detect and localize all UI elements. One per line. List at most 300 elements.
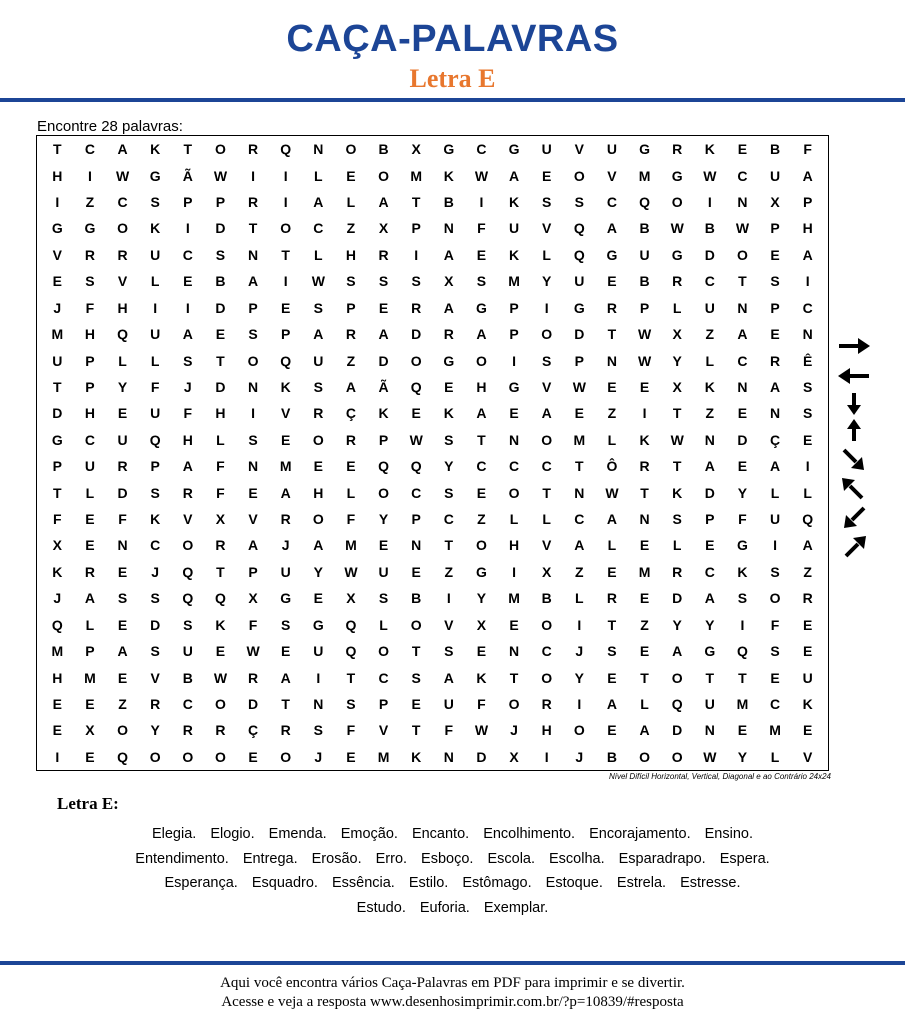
grid-cell[interactable]: V — [542, 220, 552, 237]
grid-cell[interactable]: T — [216, 563, 225, 580]
grid-cell[interactable]: W — [213, 669, 228, 686]
grid-cell[interactable]: Ã — [182, 167, 193, 184]
grid-cell[interactable]: Y — [672, 352, 682, 369]
grid-cell[interactable]: E — [574, 405, 584, 422]
grid-cell[interactable]: E — [737, 722, 748, 739]
grid-cell[interactable]: Z — [477, 511, 486, 528]
grid-cell[interactable]: Q — [280, 141, 292, 158]
grid-cell[interactable]: Q — [51, 616, 63, 633]
grid-cell[interactable]: S — [346, 273, 356, 290]
grid-cell[interactable]: M — [84, 669, 96, 686]
grid-cell[interactable]: I — [642, 405, 647, 422]
grid-cell[interactable]: X — [542, 563, 552, 580]
grid-cell[interactable]: B — [704, 220, 715, 237]
grid-cell[interactable]: T — [411, 194, 421, 211]
grid-cell[interactable]: A — [313, 326, 324, 343]
grid-cell[interactable]: T — [346, 669, 356, 686]
grid-cell[interactable]: E — [476, 643, 487, 660]
grid-cell[interactable]: C — [411, 484, 422, 501]
grid-cell[interactable]: P — [509, 326, 519, 343]
grid-cell[interactable]: V — [607, 167, 617, 184]
grid-cell[interactable]: K — [52, 563, 63, 580]
grid-cell[interactable]: N — [443, 220, 454, 237]
grid-cell[interactable]: L — [85, 616, 95, 633]
grid-cell[interactable]: K — [704, 141, 715, 158]
grid-cell[interactable]: L — [118, 352, 127, 369]
grid-cell[interactable]: S — [85, 273, 95, 290]
grid-cell[interactable]: Q — [639, 194, 650, 211]
grid-cell[interactable]: E — [639, 378, 650, 395]
grid-cell[interactable]: O — [280, 220, 292, 237]
grid-cell[interactable]: N — [509, 431, 520, 448]
grid-cell[interactable]: I — [316, 669, 321, 686]
grid-cell[interactable]: Z — [640, 616, 649, 633]
grid-cell[interactable]: E — [215, 326, 226, 343]
grid-cell[interactable]: V — [378, 722, 389, 739]
grid-cell[interactable]: S — [313, 299, 323, 316]
grid-cell[interactable]: V — [542, 537, 552, 554]
grid-cell[interactable]: Ã — [378, 378, 389, 395]
grid-cell[interactable]: E — [509, 616, 519, 633]
grid-cell[interactable]: P — [411, 220, 421, 237]
grid-cell[interactable]: S — [803, 378, 813, 395]
grid-cell[interactable]: A — [639, 722, 650, 739]
grid-cell[interactable]: I — [251, 405, 255, 422]
grid-cell[interactable]: S — [183, 616, 193, 633]
grid-cell[interactable]: N — [248, 378, 259, 395]
grid-cell[interactable]: I — [577, 616, 582, 633]
grid-cell[interactable]: H — [509, 537, 520, 554]
grid-cell[interactable]: Y — [574, 669, 584, 686]
grid-cell[interactable]: I — [512, 563, 516, 580]
grid-cell[interactable]: R — [639, 458, 650, 475]
grid-cell[interactable]: E — [117, 405, 128, 422]
grid-cell[interactable]: K — [802, 695, 813, 712]
grid-cell[interactable]: C — [150, 537, 161, 554]
grid-cell[interactable]: W — [344, 563, 358, 580]
grid-cell[interactable]: C — [378, 669, 389, 686]
grid-cell[interactable]: C — [704, 273, 715, 290]
grid-cell[interactable]: N — [313, 695, 324, 712]
grid-cell[interactable]: D — [215, 299, 226, 316]
grid-cell[interactable]: E — [117, 669, 128, 686]
grid-cell[interactable]: W — [605, 484, 619, 501]
grid-cell[interactable]: T — [477, 431, 486, 448]
grid-cell[interactable]: I — [773, 537, 777, 554]
grid-cell[interactable]: D — [215, 378, 226, 395]
grid-cell[interactable]: D — [117, 484, 128, 501]
grid-cell[interactable]: T — [411, 643, 421, 660]
grid-cell[interactable]: A — [345, 378, 356, 395]
grid-cell[interactable]: R — [215, 537, 226, 554]
grid-cell[interactable]: S — [411, 669, 421, 686]
grid-cell[interactable]: Q — [214, 590, 226, 607]
grid-cell[interactable]: X — [346, 590, 356, 607]
grid-cell[interactable]: O — [247, 352, 259, 369]
grid-cell[interactable]: Z — [803, 563, 812, 580]
grid-cell[interactable]: S — [574, 194, 584, 211]
grid-cell[interactable]: E — [85, 748, 95, 765]
grid-cell[interactable]: B — [411, 590, 422, 607]
grid-cell[interactable]: N — [117, 537, 128, 554]
grid-cell[interactable]: M — [377, 748, 390, 765]
grid-cell[interactable]: Ç — [770, 431, 781, 448]
grid-cell[interactable]: E — [346, 167, 356, 184]
grid-cell[interactable]: R — [117, 458, 128, 475]
grid-cell[interactable]: J — [53, 299, 62, 316]
grid-cell[interactable]: A — [509, 167, 520, 184]
grid-cell[interactable]: L — [770, 748, 780, 765]
grid-cell[interactable]: G — [736, 537, 748, 554]
grid-cell[interactable]: F — [85, 299, 95, 316]
grid-cell[interactable]: I — [283, 167, 288, 184]
grid-cell[interactable]: T — [53, 484, 62, 501]
grid-cell[interactable]: Z — [346, 352, 356, 369]
grid-cell[interactable]: Ç — [248, 722, 259, 739]
grid-cell[interactable]: O — [345, 141, 357, 158]
grid-cell[interactable]: Z — [575, 563, 584, 580]
grid-cell[interactable]: E — [281, 643, 291, 660]
grid-cell[interactable]: P — [85, 378, 95, 395]
grid-cell[interactable]: H — [345, 246, 356, 263]
grid-cell[interactable]: X — [770, 194, 780, 211]
grid-cell[interactable]: D — [248, 695, 259, 712]
grid-cell[interactable]: R — [313, 405, 324, 422]
grid-cell[interactable]: L — [150, 352, 160, 369]
grid-cell[interactable]: A — [248, 537, 259, 554]
grid-cell[interactable]: W — [246, 643, 260, 660]
grid-cell[interactable]: T — [183, 141, 193, 158]
grid-cell[interactable]: T — [216, 352, 225, 369]
grid-cell[interactable]: L — [705, 352, 715, 369]
grid-cell[interactable]: O — [378, 167, 389, 184]
grid-cell[interactable]: X — [248, 590, 258, 607]
grid-cell[interactable]: I — [805, 273, 810, 290]
grid-cell[interactable]: E — [281, 431, 291, 448]
grid-cell[interactable]: G — [280, 590, 292, 607]
grid-cell[interactable]: E — [737, 405, 748, 422]
grid-cell[interactable]: A — [443, 299, 454, 316]
grid-cell[interactable]: L — [314, 167, 323, 184]
grid-cell[interactable]: S — [444, 643, 454, 660]
grid-cell[interactable]: K — [280, 378, 291, 395]
grid-cell[interactable]: X — [444, 273, 454, 290]
grid-cell[interactable]: Z — [705, 326, 715, 343]
grid-cell[interactable]: O — [182, 537, 194, 554]
grid-cell[interactable]: K — [378, 405, 389, 422]
grid-cell[interactable]: E — [705, 537, 715, 554]
grid-cell[interactable]: J — [575, 748, 584, 765]
grid-cell[interactable]: M — [638, 563, 651, 580]
grid-cell[interactable]: Q — [117, 326, 128, 343]
grid-cell[interactable]: T — [444, 537, 454, 554]
grid-cell[interactable]: E — [803, 643, 813, 660]
grid-cell[interactable]: C — [737, 167, 748, 184]
grid-cell[interactable]: N — [737, 378, 748, 395]
grid-cell[interactable]: S — [770, 273, 780, 290]
grid-cell[interactable]: E — [803, 616, 813, 633]
grid-cell[interactable]: M — [51, 326, 64, 343]
grid-cell[interactable]: P — [770, 220, 780, 237]
grid-cell[interactable]: U — [313, 643, 324, 660]
grid-cell[interactable]: V — [574, 141, 584, 158]
grid-cell[interactable]: R — [345, 326, 356, 343]
grid-cell[interactable]: D — [574, 326, 585, 343]
grid-cell[interactable]: N — [704, 431, 715, 448]
grid-cell[interactable]: U — [770, 511, 781, 528]
grid-cell[interactable]: T — [542, 484, 551, 501]
grid-cell[interactable]: E — [346, 748, 356, 765]
grid-cell[interactable]: M — [51, 643, 64, 660]
grid-cell[interactable]: L — [216, 431, 225, 448]
grid-cell[interactable]: H — [182, 431, 193, 448]
grid-cell[interactable]: A — [672, 643, 683, 660]
grid-cell[interactable]: V — [281, 405, 291, 422]
grid-cell[interactable]: E — [117, 563, 128, 580]
grid-cell[interactable]: P — [411, 511, 421, 528]
grid-cell[interactable]: S — [444, 484, 454, 501]
grid-cell[interactable]: G — [51, 220, 63, 237]
grid-cell[interactable]: A — [443, 669, 454, 686]
grid-cell[interactable]: Q — [182, 590, 194, 607]
grid-cell[interactable]: N — [509, 643, 520, 660]
grid-cell[interactable]: R — [248, 669, 259, 686]
grid-cell[interactable]: T — [53, 141, 62, 158]
grid-cell[interactable]: U — [280, 563, 291, 580]
grid-cell[interactable]: M — [736, 695, 749, 712]
grid-cell[interactable]: G — [508, 378, 520, 395]
grid-cell[interactable]: C — [704, 563, 715, 580]
grid-cell[interactable]: L — [314, 246, 323, 263]
grid-cell[interactable]: X — [411, 141, 421, 158]
grid-cell[interactable]: Y — [705, 616, 715, 633]
grid-cell[interactable]: O — [410, 352, 422, 369]
grid-cell[interactable]: O — [573, 722, 585, 739]
grid-cell[interactable]: Q — [410, 458, 422, 475]
grid-cell[interactable]: I — [283, 273, 288, 290]
grid-cell[interactable]: K — [639, 431, 650, 448]
grid-cell[interactable]: C — [476, 458, 487, 475]
grid-cell[interactable]: P — [378, 431, 389, 448]
grid-cell[interactable]: A — [606, 695, 617, 712]
grid-cell[interactable]: E — [803, 722, 813, 739]
grid-cell[interactable]: T — [672, 458, 682, 475]
grid-cell[interactable]: T — [672, 405, 682, 422]
grid-cell[interactable]: A — [378, 194, 389, 211]
grid-cell[interactable]: A — [476, 326, 487, 343]
grid-cell[interactable]: W — [474, 167, 489, 184]
grid-cell[interactable]: C — [182, 695, 193, 712]
grid-cell[interactable]: E — [411, 695, 421, 712]
grid-cell[interactable]: S — [346, 695, 356, 712]
grid-cell[interactable]: Y — [444, 458, 454, 475]
grid-cell[interactable]: U — [704, 299, 715, 316]
grid-cell[interactable]: Y — [117, 378, 128, 395]
grid-cell[interactable]: C — [117, 194, 128, 211]
grid-cell[interactable]: Y — [476, 590, 487, 607]
grid-cell[interactable]: J — [510, 722, 518, 739]
grid-cell[interactable]: F — [738, 511, 747, 528]
grid-cell[interactable]: M — [279, 458, 292, 475]
grid-cell[interactable]: E — [248, 484, 258, 501]
grid-cell[interactable]: A — [606, 220, 617, 237]
grid-cell[interactable]: W — [311, 273, 325, 290]
grid-cell[interactable]: S — [281, 616, 291, 633]
grid-cell[interactable]: F — [216, 458, 225, 475]
grid-cell[interactable]: R — [345, 431, 356, 448]
grid-cell[interactable]: M — [345, 537, 357, 554]
grid-cell[interactable]: G — [671, 167, 683, 184]
grid-cell[interactable]: S — [672, 511, 682, 528]
grid-cell[interactable]: B — [639, 220, 650, 237]
grid-cell[interactable]: C — [84, 141, 95, 158]
grid-cell[interactable]: A — [802, 537, 813, 554]
grid-cell[interactable]: I — [479, 194, 484, 211]
grid-cell[interactable]: S — [476, 273, 487, 290]
grid-cell[interactable]: C — [313, 220, 324, 237]
grid-cell[interactable]: A — [770, 458, 781, 475]
grid-cell[interactable]: D — [150, 616, 161, 633]
grid-cell[interactable]: U — [802, 669, 813, 686]
grid-cell[interactable]: G — [475, 299, 487, 316]
grid-cell[interactable]: X — [476, 616, 487, 633]
grid-cell[interactable]: C — [84, 431, 95, 448]
grid-cell[interactable]: A — [313, 194, 324, 211]
grid-cell[interactable]: W — [670, 220, 684, 237]
grid-cell[interactable]: U — [770, 167, 781, 184]
grid-cell[interactable]: A — [704, 458, 715, 475]
grid-cell[interactable]: E — [52, 722, 62, 739]
grid-cell[interactable]: O — [312, 511, 324, 528]
grid-cell[interactable]: W — [735, 220, 750, 237]
grid-cell[interactable]: E — [444, 378, 454, 395]
grid-cell[interactable]: S — [770, 563, 780, 580]
grid-cell[interactable]: O — [541, 431, 553, 448]
grid-cell[interactable]: U — [541, 141, 552, 158]
grid-cell[interactable]: E — [770, 326, 780, 343]
grid-cell[interactable]: E — [378, 299, 389, 316]
grid-cell[interactable]: Q — [802, 511, 814, 528]
grid-cell[interactable]: H — [476, 378, 487, 395]
grid-cell[interactable]: T — [281, 246, 290, 263]
grid-cell[interactable]: S — [150, 194, 160, 211]
grid-cell[interactable]: R — [182, 484, 193, 501]
grid-cell[interactable]: E — [476, 484, 487, 501]
grid-cell[interactable]: R — [770, 352, 781, 369]
grid-cell[interactable]: E — [378, 537, 389, 554]
grid-cell[interactable]: H — [313, 484, 324, 501]
grid-cell[interactable]: C — [574, 511, 585, 528]
grid-cell[interactable]: Ç — [345, 405, 356, 422]
grid-cell[interactable]: H — [52, 669, 63, 686]
grid-cell[interactable]: Q — [573, 220, 585, 237]
grid-cell[interactable]: H — [117, 299, 128, 316]
grid-cell[interactable]: P — [281, 326, 291, 343]
grid-cell[interactable]: D — [704, 484, 715, 501]
grid-cell[interactable]: T — [575, 458, 584, 475]
grid-cell[interactable]: Y — [378, 511, 389, 528]
grid-cell[interactable]: L — [542, 246, 551, 263]
grid-cell[interactable]: W — [703, 748, 717, 765]
grid-cell[interactable]: P — [150, 458, 160, 475]
grid-cell[interactable]: E — [607, 563, 617, 580]
grid-cell[interactable]: A — [117, 141, 128, 158]
grid-cell[interactable]: O — [378, 484, 389, 501]
grid-cell[interactable]: N — [248, 458, 259, 475]
grid-cell[interactable]: E — [85, 511, 95, 528]
grid-cell[interactable]: R — [84, 246, 95, 263]
grid-cell[interactable]: R — [248, 194, 259, 211]
grid-cell[interactable]: Z — [346, 220, 356, 237]
grid-cell[interactable]: E — [248, 748, 258, 765]
grid-cell[interactable]: Q — [671, 695, 683, 712]
grid-cell[interactable]: E — [607, 273, 617, 290]
grid-cell[interactable]: S — [607, 643, 617, 660]
grid-cell[interactable]: K — [509, 194, 520, 211]
grid-cell[interactable]: S — [444, 431, 454, 448]
grid-cell[interactable]: X — [85, 722, 95, 739]
grid-cell[interactable]: U — [182, 643, 193, 660]
grid-cell[interactable]: R — [411, 299, 422, 316]
grid-cell[interactable]: L — [379, 616, 388, 633]
grid-cell[interactable]: A — [313, 537, 324, 554]
grid-cell[interactable]: L — [803, 484, 812, 501]
grid-cell[interactable]: K — [704, 378, 715, 395]
grid-cell[interactable]: R — [606, 590, 617, 607]
grid-cell[interactable]: L — [770, 484, 780, 501]
grid-cell[interactable]: P — [509, 299, 519, 316]
grid-cell[interactable]: T — [607, 326, 617, 343]
grid-cell[interactable]: C — [541, 643, 552, 660]
grid-cell[interactable]: A — [476, 405, 487, 422]
grid-cell[interactable]: P — [770, 299, 780, 316]
grid-cell[interactable]: D — [52, 405, 63, 422]
grid-cell[interactable]: W — [670, 431, 684, 448]
grid-cell[interactable]: H — [84, 326, 95, 343]
grid-cell[interactable]: O — [769, 590, 781, 607]
grid-cell[interactable]: L — [672, 299, 682, 316]
grid-cell[interactable]: O — [378, 643, 389, 660]
grid-cell[interactable]: Q — [736, 643, 748, 660]
grid-cell[interactable]: E — [411, 405, 421, 422]
grid-cell[interactable]: S — [150, 484, 160, 501]
grid-cell[interactable]: R — [606, 299, 617, 316]
grid-cell[interactable]: I — [55, 194, 60, 211]
grid-cell[interactable]: D — [737, 431, 748, 448]
grid-cell[interactable]: O — [117, 722, 128, 739]
grid-cell[interactable]: U — [150, 246, 161, 263]
grid-cell[interactable]: W — [572, 378, 586, 395]
grid-cell[interactable]: Q — [182, 563, 194, 580]
grid-cell[interactable]: R — [672, 273, 683, 290]
grid-cell[interactable]: E — [281, 299, 291, 316]
grid-cell[interactable]: F — [150, 378, 160, 395]
grid-cell[interactable]: K — [150, 511, 161, 528]
grid-cell[interactable]: E — [639, 537, 650, 554]
grid-cell[interactable]: Q — [410, 378, 422, 395]
grid-cell[interactable]: C — [541, 458, 552, 475]
grid-cell[interactable]: G — [51, 431, 63, 448]
grid-cell[interactable]: Q — [573, 246, 585, 263]
grid-cell[interactable]: A — [802, 167, 813, 184]
grid-cell[interactable]: I — [87, 167, 92, 184]
grid-cell[interactable]: S — [770, 643, 780, 660]
grid-cell[interactable]: P — [215, 194, 226, 211]
grid-cell[interactable]: A — [770, 378, 781, 395]
grid-cell[interactable]: I — [740, 616, 745, 633]
grid-cell[interactable]: A — [802, 246, 813, 263]
grid-cell[interactable]: S — [248, 326, 258, 343]
